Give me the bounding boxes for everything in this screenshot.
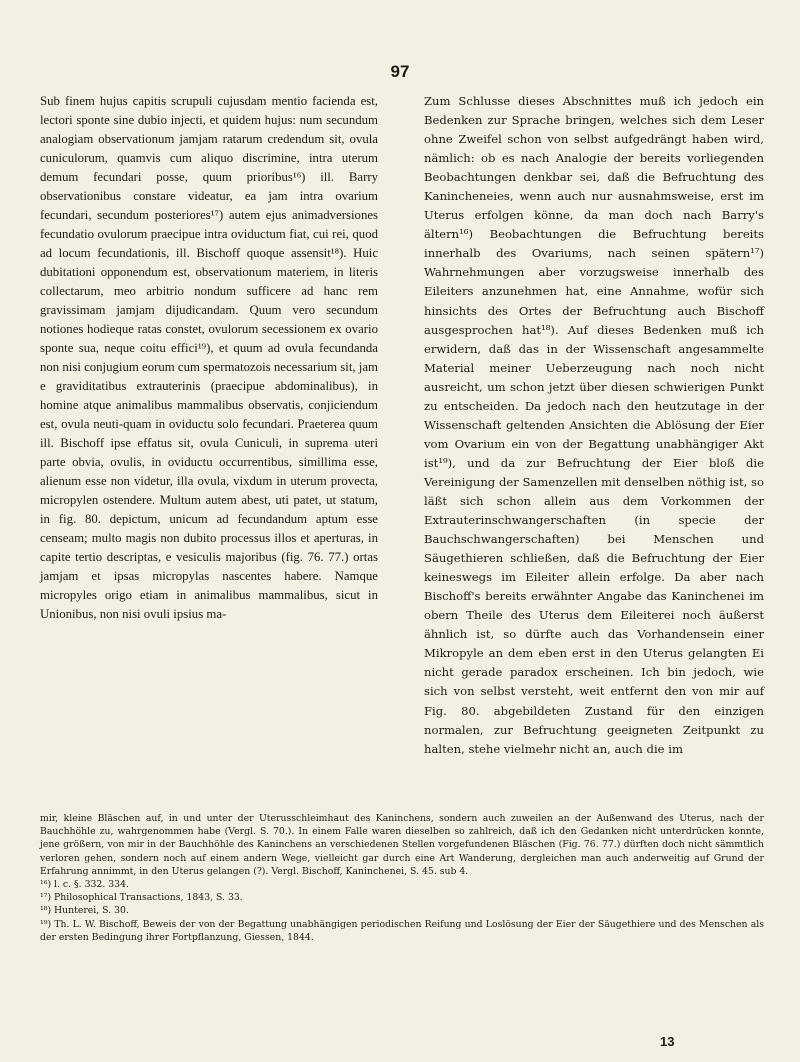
- footnote-19: ¹⁹) Th. L. W. Bischoff, Beweis der von der Begattung unabhängigen periodischen Reifung und Loslösung der Eier der Säugethiere und des Menschen als der ersten Bedingung ihrer Fortpflanzung, Giessen, 1844.: [40, 918, 764, 943]
- latin-column: Sub finem hujus capitis scrupuli cujusdam mentio facienda est, lectori sponte sine dubio injecti, et quidem hujus: num secundum analogiam observationum jamjam ratarum credendum sit, ovula cuniculorum, quamvis cum aliquo discrimine, intra uterum demum fecundari posse, quum prioribus¹⁶) ill. Barry observationibus constare videatur, ea jam intra ovarium fecundari, secundum posteriores¹⁷) autem ejus animadversiones fecundatio ovulorum praecipue intra oviductum fiat, cui rei, quod ad locum fecundationis, ill. Bischoff quoque assensit¹⁸). Huic dubitationi opponendum est, observationum materiem, in literis collectarum, meo arbitrio nondum sufficere ad hanc rem gravissimam jamjam dijudicandam. Quum vero secundum notiones hodieque ratas constet, ovulorum secessionem ex ovario sponte sua, neque coitu effici¹⁹), et quum ad ovula fecundanda non nisi conjugium eorum cum spermatozois necessarium sit, jam e graviditatibus extrauterinis (praecipue abdominalibus), in homine atque animalibus mammalibus observatis, conjiciendum est, ovula neuti-quam in oviductu solo fecundari. Praeterea quum ill. Bischoff ipse effatus sit, ovula Cuniculi, in suprema uteri parte obvia, ovulis, in oviductu occurrentibus, simillima esse, alienum esse non videtur, illa ovula, vixdum in uterum provecta, micropylen ostendere. Multum autem abest, uti patet, ut statum, in fig. 80. depictum, unicum ad fecundandum aptum esse censeam; multo magis non dubito processus illos et aperturas, in capite tertio descriptas, e vesiculis majoribus (fig. 76. 77.) ortas jamjam et ipsas micropylas nascentes habere. Namque micropyles origo etiam in animalibus mammalibus, sicut in Unionibus, non nisi ovuli ipsius ma-: [40, 94, 378, 622]
- german-column: Zum Schlusse dieses Abschnittes muß ich jedoch ein Bedenken zur Sprache bringen, welches sich dem Leser ohne Zweifel schon von selbst aufgedrängt haben wird, nämlich: ob es nach Analogie der bereits vorliegenden Beobachtungen denkbar sei, daß die Befruchtung des Kanincheneies, wenn auch nur ausnahmsweise, erst im Uterus erfolgen könne, da man doch nach Barry's ältern¹⁶) Beobachtungen die Befruchtung bereits innerhalb des Ovariums, nach seinen spätern¹⁷) Wahrnehmungen aber vorzugsweise innerhalb des Eileiters anzunehmen hat, eine Annahme, wofür sich hinsichts des Ortes der Befruchtung auch Bischoff ausgesprochen hat¹⁸). Auf dieses Bedenken muß ich erwidern, daß das in der Wissenschaft angesammelte Material meiner Ueberzeugung nach noch nicht ausreicht, um schon jetzt über diesen schwierigen Punkt zu entscheiden. Da jedoch nach den heutzutage in der Wissenschaft geltenden Ansichten die Ablösung der Eier vom Ovarium ein von der Begattung unabhängiger Akt ist¹⁹), und da zur Befruchtung der Eier bloß die Vereinigung der Samenzellen mit denselben nöthig ist, so läßt sich schon allein aus dem Vorkommen der Extrauterinschwangerschaften (in specie der Bauchschwangerschaften) bei Menschen und Säugethieren schließen, daß die Befruchtung der Eier keineswegs im Eileiter allein erfolge. Da aber nach Bischoff's bereits erwähnter Angabe das Kaninchenei im obern Theile des Uterus dem Eileiterei noch äußerst ähnlich ist, so dürfte auch das Vorhandensein einer Mikropyle an dem eben erst in den Uterus gelangten Ei nicht gerade paradox erscheinen. Ich bin jedoch, wie sich von selbst versteht, weit entfernt den von mir auf Fig. 80. abgebildeten Zustand für den einzigen normalen, zur Befruchtung geeigneten Zeitpunkt zu halten, stehe vielmehr nicht an, auch die im: [424, 94, 764, 756]
- footnote-18: ¹⁸) Hunterei, S. 30.: [40, 905, 129, 917]
- footnote-16: ¹⁶) l. c. §. 332. 334.: [40, 879, 129, 891]
- page-number: 97: [390, 62, 410, 81]
- footnote-17: ¹⁷) Philosophical Transactions, 1843, S. 33.: [40, 892, 243, 904]
- footnotes: [40, 812, 764, 944]
- footnote-continuation: mir, kleine Bläschen auf, in und unter der Uterusschleimhaut des Kaninchens, sondern auch zuweilen an der Außenwand des Uterus, nach der Bauchhöhle zu, wahrgenommen habe (Vergl. S. 70.). In einem Falle waren dieselben so zahlreich, daß ich den Gedanken nicht unterdrücken konnte, jene größern, von mir in der Bauchhöhle des Kaninchens an verschiedenen Stellen vorgefundenen Bläschen (Fig. 76. 77.) dürften doch nicht sämmtlich verloren gehen, sondern noch auf einem andern Wege, vielleicht gar durch eine Art Wanderung, dergleichen man auch anderweitig auf Grund der Erfahrung annimmt, in den Uterus gelangen (?). Vergl. Bischoff, Kaninchenei, S. 45. sub 4.: [40, 813, 764, 877]
- signature-mark: 13: [660, 1034, 675, 1049]
